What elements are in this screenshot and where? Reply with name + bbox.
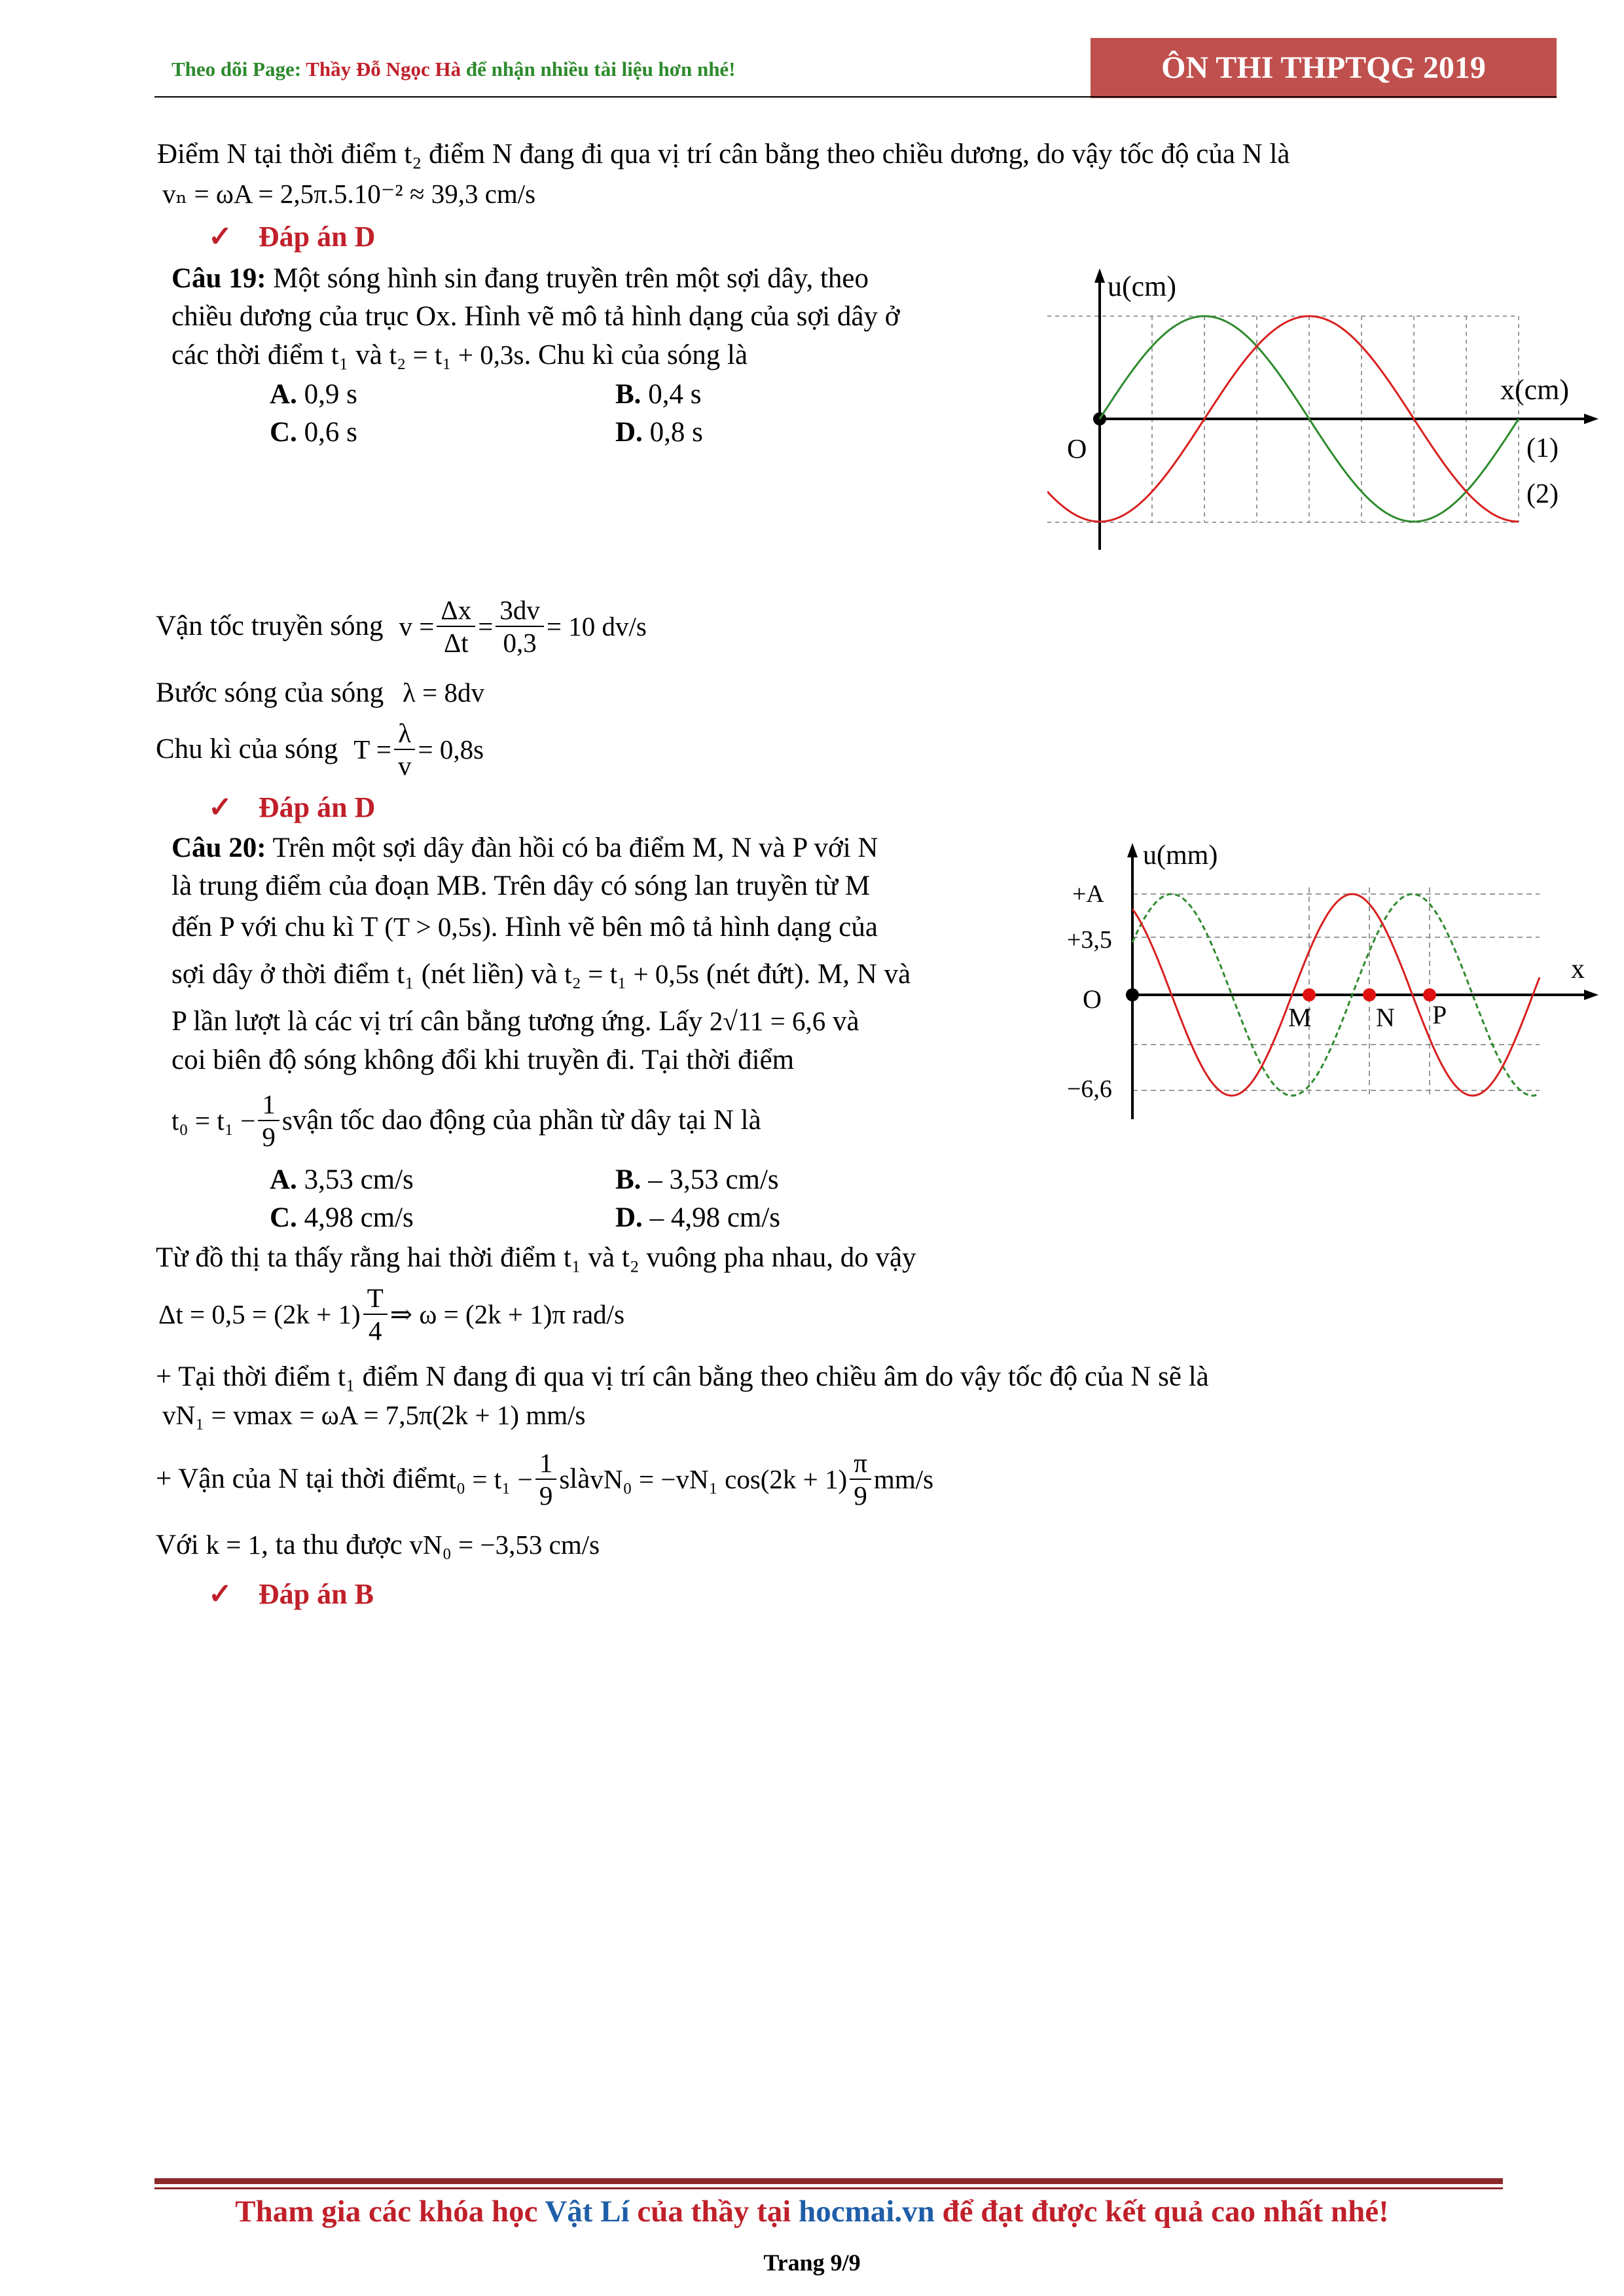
q20-x-arrow-icon	[1584, 990, 1598, 1000]
q20-origin-dot	[1126, 988, 1139, 1001]
q20-line6-mid: , ta thu được	[261, 1530, 410, 1560]
q20-text1: Trên một sợi dây đàn hồi có ba điểm M, N và P với N	[266, 833, 878, 863]
q20-xlabel: x	[1571, 954, 1585, 984]
q20-option-b-key: B.	[615, 1164, 641, 1195]
q19-v-frac2	[496, 594, 544, 658]
q19-line2: chiều dương của trục Ox. Hình vẽ mô tả hình dạng của sợi dây ở	[171, 301, 900, 332]
q20-dt-rhs: ⇒ ω = (2k + 1)π rad/s	[389, 1299, 625, 1329]
q20-line6-v: vN₀ = −3,53 cm/s	[409, 1530, 600, 1560]
q19-wave-figure	[1047, 262, 1610, 563]
q19-v-eq: =	[478, 611, 494, 641]
q19-T-den: v	[397, 751, 412, 781]
q20-line5	[171, 1003, 859, 1040]
footer-divider-thin	[154, 2187, 1503, 2189]
q19-option-a-value: 0,9 s	[297, 379, 357, 410]
q20-dt-num: T	[363, 1282, 388, 1315]
q20-dt-lhs: Δt = 0,5 = (2k + 1)	[158, 1299, 361, 1329]
q19-lambda-formula: λ = 8dv	[402, 677, 484, 708]
footer-text-c: để đạt được kết quả cao nhất nhé!	[934, 2195, 1389, 2229]
q20-line5-prefix: + Vận của N tại thời điểm	[156, 1463, 449, 1494]
q19-v-frac2-den: 0,3	[503, 628, 537, 658]
q20-origin-label: O	[1083, 984, 1102, 1014]
q20-t0-num: 1	[258, 1088, 280, 1121]
q20-t0-den: 9	[262, 1122, 276, 1152]
q20-label-p: P	[1432, 1000, 1447, 1030]
check-icon: ✓	[208, 221, 232, 253]
q19-v-frac1	[437, 594, 475, 658]
q20-point-m-dot	[1303, 988, 1316, 1001]
footer-divider-thick	[154, 2178, 1503, 2184]
q20-option-b-value: – 3,53 cm/s	[641, 1164, 779, 1195]
q20-point-p-dot	[1423, 988, 1436, 1001]
q20-line3	[171, 908, 878, 946]
q20-line5-la: là	[569, 1463, 590, 1494]
prev-answer	[208, 220, 375, 253]
q20-answer	[208, 1577, 374, 1611]
header-promo-suffix: để nhận nhiều tài liệu hơn nhé!	[461, 58, 736, 81]
q20-line4	[171, 956, 911, 993]
q20-text3a: đến P với chu kì T	[171, 912, 385, 942]
q20-t2-formula: t₂ = t₁ + 0,5s	[564, 959, 700, 989]
q20-point-n-dot	[1363, 988, 1376, 1001]
q20-y-arrow-icon	[1127, 843, 1138, 857]
q20-text5a: P lần lượt là các vị trí cân bằng tương ứng. Lấy	[171, 1006, 710, 1037]
q20-option-c-key: C.	[270, 1202, 297, 1233]
q20-solution-line6	[156, 1526, 600, 1564]
q20-line2: là trung điểm của đoạn MB. Trên dây có sóng lan truyền từ M	[171, 870, 871, 901]
q19-option-b-value: 0,4 s	[641, 379, 702, 410]
footer-text-a: Tham gia các khóa học	[235, 2195, 545, 2229]
q19-period-label: Chu kì của sóng	[156, 734, 338, 764]
q20-option-b[interactable]	[615, 1164, 779, 1196]
q20-text4a: sợi dây ở thời điểm t₁ (nét liền) và	[171, 959, 565, 990]
q19-line1	[171, 260, 869, 297]
q19-x-arrow-icon	[1584, 414, 1598, 424]
q19-T-num: λ	[394, 717, 415, 750]
q19-legend-2: (2)	[1526, 479, 1559, 509]
q20-option-a-value: 3,53 cm/s	[297, 1164, 414, 1195]
q20-option-c-value: 4,98 cm/s	[297, 1202, 414, 1233]
q19-v-frac2-num: 3dv	[496, 594, 544, 627]
q20-solution-line3: + Tại thời điểm t₁ điểm N đang đi qua vị trí cân bằng theo chiều âm do vậy tốc độ của N sẽ là	[156, 1361, 1209, 1392]
q19-velocity-line	[156, 590, 647, 662]
q20-line5-num: 1	[535, 1447, 557, 1480]
q20-line5-unit: mm/s	[873, 1464, 934, 1494]
q20-line6-prefix: Với	[156, 1530, 206, 1560]
q20-tick-66: −6,6	[1067, 1075, 1112, 1103]
header-promo	[171, 58, 736, 81]
q20-option-a-key: A.	[270, 1164, 297, 1195]
q19-t2-formula: t₂ = t₁ + 0,3s	[389, 340, 524, 370]
q20-tick-35: +3,5	[1067, 926, 1112, 954]
q19-line3	[171, 336, 748, 374]
header-divider	[154, 96, 1557, 98]
q20-label-m: M	[1288, 1003, 1312, 1032]
q20-text5c: và	[825, 1006, 859, 1037]
q19-option-d-key: D.	[615, 417, 643, 448]
q19-answer-label: Đáp án D	[258, 791, 376, 823]
q19-text3c: . Chu kì của sóng là	[524, 340, 748, 370]
q20-option-d-key: D.	[615, 1202, 643, 1233]
q20-text7: vận tốc dao động của phần từ dây tại N là	[292, 1105, 761, 1136]
q20-text4c: (nét đứt). M, N và	[699, 959, 911, 990]
q20-line5-den: 9	[539, 1480, 553, 1511]
check-icon: ✓	[208, 1578, 232, 1610]
q20-line7	[171, 1081, 761, 1160]
q19-v-rhs: = 10 dv/s	[546, 611, 647, 641]
q20-tick-a: +A	[1072, 880, 1104, 908]
q19-option-b[interactable]	[615, 378, 701, 410]
q19-lambda-line	[156, 674, 484, 711]
q20-sqrt-formula: 2√11 = 6,6	[709, 1006, 826, 1036]
footer-promo	[0, 2194, 1624, 2229]
q20-line5-v: vN₀ = −vN₁ cos(2k + 1)	[590, 1464, 848, 1494]
q19-y-arrow-icon	[1094, 268, 1105, 283]
q19-text3a: các thời điểm t₁ và	[171, 340, 389, 370]
q20-ylabel: u(mm)	[1143, 840, 1218, 870]
prev-solution-text: Điểm N tại thời điểm t₂ điểm N đang đi qua vị trí cân bằng theo chiều dương, do vậy tốc độ của N là	[157, 139, 1290, 170]
q19-answer	[208, 791, 375, 824]
q19-option-a[interactable]	[270, 378, 357, 410]
q19-option-c-value: 0,6 s	[297, 417, 357, 448]
check-icon: ✓	[208, 791, 232, 823]
q20-option-a[interactable]	[270, 1164, 414, 1196]
q19-T-frac	[394, 717, 416, 781]
q19-T-lhs: T =	[353, 734, 391, 764]
q20-vmax-formula: vN₁ = vmax = ωA = 7,5π(2k + 1) mm/s	[162, 1400, 586, 1430]
q20-line1	[171, 830, 878, 867]
q20-t0-frac	[258, 1088, 280, 1153]
q19-period-line	[156, 713, 484, 785]
q20-dt-den: 4	[368, 1316, 382, 1346]
q20-line6-k: k = 1	[206, 1530, 262, 1560]
q20-grid	[1132, 888, 1540, 1096]
q19-v-frac1-den: Δt	[443, 628, 469, 658]
q19-v-frac1-num: Δx	[437, 594, 475, 627]
q20-solution-line1: Từ đồ thị ta thấy rằng hai thời điểm t₁ và t₂ vuông pha nhau, do vậy	[156, 1242, 916, 1273]
q19-label: Câu 19:	[171, 263, 266, 294]
q20-line5-pi-frac	[850, 1447, 871, 1511]
q20-dt-frac	[363, 1282, 388, 1346]
q19-legend-1: (1)	[1526, 433, 1559, 463]
q20-line5-pi-num: π	[850, 1447, 871, 1480]
header-badge: ÔN THI THPTQG 2019	[1091, 38, 1557, 98]
q19-xlabel: x(cm)	[1500, 374, 1570, 406]
q20-line6: coi biên độ sóng không đổi khi truyền đi. Tại thời điểm	[171, 1045, 795, 1075]
footer-text-b: của thầy tại	[629, 2195, 799, 2229]
q20-option-d[interactable]	[615, 1202, 780, 1234]
q19-option-c-key: C.	[270, 417, 297, 448]
q20-period-cond: (T > 0,5s)	[384, 912, 491, 942]
q20-option-d-value: – 4,98 cm/s	[642, 1202, 781, 1233]
q19-option-d[interactable]	[615, 416, 703, 448]
q19-ylabel: u(cm)	[1108, 270, 1177, 302]
q19-velocity-label: Vận tốc truyền sóng	[156, 611, 384, 641]
q20-line5-frac	[535, 1447, 557, 1511]
q19-option-a-key: A.	[270, 379, 297, 410]
q19-v-lhs: v =	[399, 611, 435, 641]
q20-line5-s: s	[559, 1464, 570, 1494]
prev-answer-label: Đáp án D	[258, 221, 376, 253]
header-promo-name[interactable]: Thầy Đỗ Ngọc Hà	[306, 58, 461, 81]
q20-label: Câu 20:	[171, 833, 266, 863]
q20-text3c: . Hình vẽ bên mô tả hình dạng của	[490, 912, 878, 942]
q19-text1: Một sóng hình sin đang truyền trên một sợi dây, theo	[266, 263, 869, 294]
q20-answer-label: Đáp án B	[258, 1578, 374, 1610]
q20-dt-line	[158, 1275, 624, 1354]
q19-option-d-value: 0,8 s	[642, 417, 703, 448]
q19-option-b-key: B.	[615, 379, 641, 410]
footer-subject: Vật Lí	[545, 2195, 630, 2229]
q20-line5-t0: t₀ = t₁ −	[448, 1464, 533, 1494]
q19-origin-label: O	[1067, 435, 1087, 465]
q20-t0-lhs: t₀ = t₁ −	[171, 1105, 256, 1136]
header-promo-prefix: Theo dõi Page:	[171, 58, 306, 81]
q20-solution-line5	[156, 1440, 933, 1518]
q19-lambda-label: Bước sóng của sóng	[156, 677, 384, 708]
q20-option-c[interactable]	[270, 1202, 414, 1234]
footer-site-link[interactable]: hocmai.vn	[799, 2195, 935, 2229]
q19-option-c[interactable]	[270, 416, 357, 448]
q20-label-n: N	[1376, 1003, 1395, 1032]
q20-line5-pi-den: 9	[854, 1480, 867, 1511]
prev-solution-formula: vₙ = ωA = 2,5π.5.10⁻² ≈ 39,3 cm/s	[162, 179, 536, 209]
q19-T-rhs: = 0,8s	[418, 734, 484, 764]
q20-wave-figure	[1067, 831, 1610, 1132]
q20-t0-unit: s	[281, 1105, 293, 1136]
page-number: Trang 9/9	[763, 2250, 861, 2276]
